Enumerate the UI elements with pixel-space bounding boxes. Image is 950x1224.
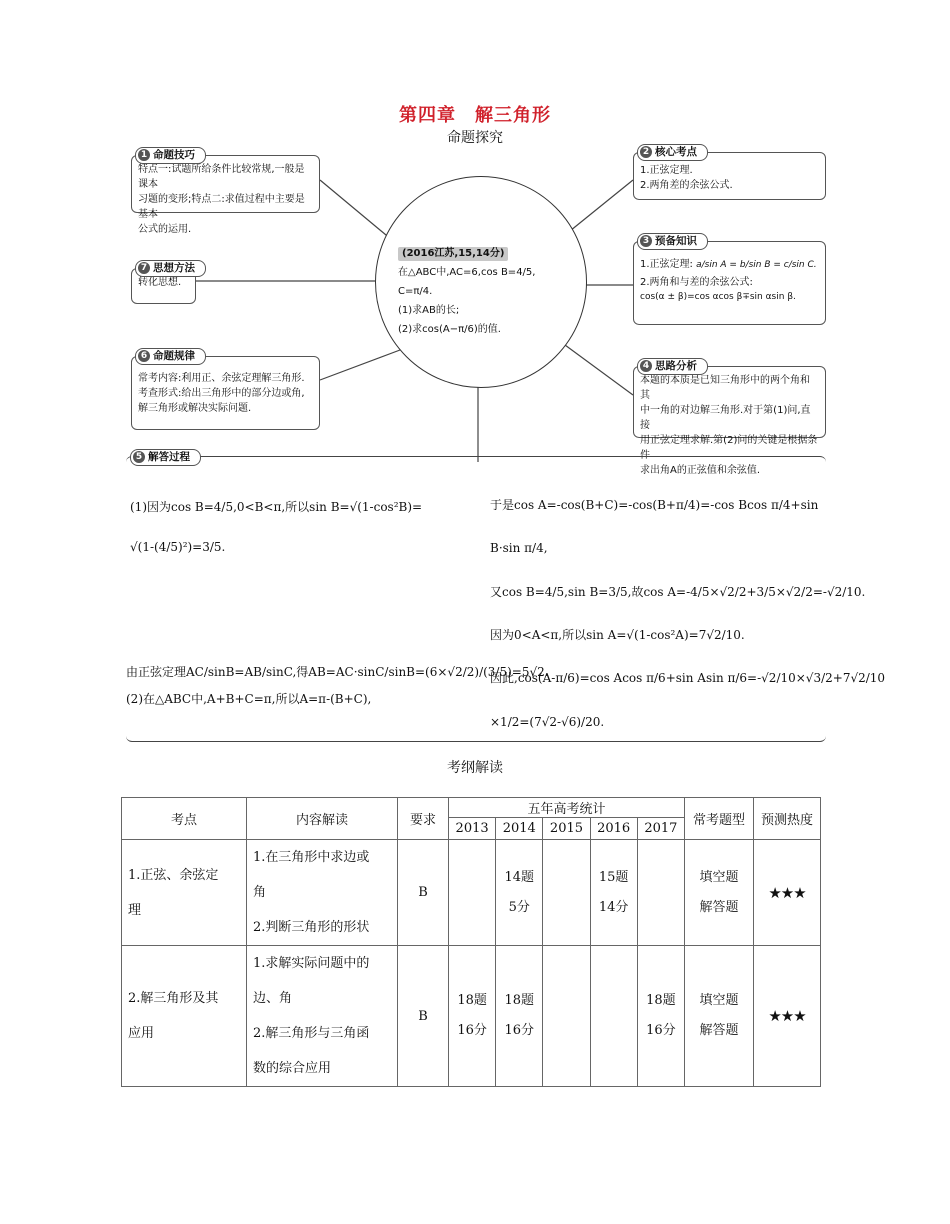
box-line: 2.两角和与差的余弦公式: xyxy=(640,277,753,288)
box-tab-jieda: 5 解答过程 xyxy=(130,449,201,466)
solution-right-line-2: B·sin π/4, xyxy=(490,541,548,555)
problem-source: (2016江苏,15,14分) xyxy=(398,247,508,261)
section-title-kaogang: 考纲解读 xyxy=(447,760,503,776)
box-line: 考查形式:给出三角形中的部分边或角, xyxy=(138,388,305,399)
box-line: 转化思想. xyxy=(138,277,182,288)
header-year: 2014 xyxy=(496,818,543,840)
number-badge-icon: 4 xyxy=(640,360,652,372)
header-year: 2016 xyxy=(590,818,637,840)
box-tab: 2 核心考点 xyxy=(637,144,708,161)
syllabus-table xyxy=(121,797,821,1087)
number-badge-icon: 5 xyxy=(133,451,145,463)
box-line: 解三角形或解决实际问题. xyxy=(138,403,252,414)
header-neirong: 内容解读 xyxy=(247,798,398,840)
box-line: 1.正弦定理: xyxy=(640,259,693,270)
problem-line: (2)求cos(A−π/6)的值. xyxy=(398,324,501,335)
chapter-title: 第四章 解三角形 xyxy=(399,105,551,126)
box-tab: 3 预备知识 xyxy=(637,233,708,250)
header-kaodian: 考点 xyxy=(122,798,247,840)
header-changkao: 常考题型 xyxy=(685,798,754,840)
box-line: 常考内容:利用正、余弦定理解三角形. xyxy=(138,373,305,384)
header-yaoqiu: 要求 xyxy=(398,798,449,840)
heat-stars: ★★★ xyxy=(754,840,821,946)
box-line: 习题的变形;特点二:求值过程中主要是基本 xyxy=(138,194,305,220)
box-sixiang-fangfa xyxy=(131,262,196,304)
solution-left-line-3: 由正弦定理AC/sinB=AB/sinC,得AB=AC·sinC/sinB=(6×√2/2)/(3/5)=5√2. xyxy=(126,665,549,679)
problem-line: 在△ABC中,AC=6,cos B=4/5, xyxy=(398,267,536,278)
header-yuce: 预测热度 xyxy=(754,798,821,840)
problem-line: (1)求AB的长; xyxy=(398,305,460,316)
solution-left-line-1: (1)因为cos B=4/5,0<B<π,所以sin B=√(1-cos²B)= xyxy=(130,500,423,514)
box-mingti-jiqiao xyxy=(131,149,320,235)
box-tab: 1 命题技巧 xyxy=(135,147,206,164)
number-badge-icon: 3 xyxy=(640,235,652,247)
box-line: 中一角的对边解三角形.对于第(1)问,直接 xyxy=(640,405,811,431)
box-line: 公式的运用. xyxy=(138,224,192,235)
problem-statement xyxy=(398,244,568,339)
header-year: 2015 xyxy=(543,818,590,840)
header-year: 2013 xyxy=(449,818,496,840)
solution-right-line-6: ×1/2=(7√2-√6)/20. xyxy=(490,715,605,729)
box-line: 特点一:试题所给条件比较常规,一般是课本 xyxy=(138,164,305,190)
box-tab: 6 命题规律 xyxy=(135,348,206,365)
box-line: 用正弦定理求解.第(2)问的关键是根据条件 xyxy=(640,435,818,461)
problem-line: C=π/4. xyxy=(398,286,433,297)
sine-law-formula: a/sin A = b/sin B = c/sin C. xyxy=(696,260,817,270)
header-year: 2017 xyxy=(637,818,684,840)
box-line: 1.正弦定理. xyxy=(640,165,693,176)
section-title-mingti: 命题探究 xyxy=(447,130,503,146)
box-mingti-guilv xyxy=(131,350,320,430)
solution-right-line-5: 因此,cos(A-π/6)=cos Acos π/6+sin Asin π/6=-√2/10×√3/2+7√2/10 xyxy=(490,671,886,685)
number-badge-icon: 1 xyxy=(138,149,150,161)
number-badge-icon: 6 xyxy=(138,350,150,362)
box-line: 2.两角差的余弦公式. xyxy=(640,180,733,191)
table-row: 1.正弦、余弦定 理 1.在三角形中求边或 角 2.判断三角形的形状 B 14题 5分 15题 14分 填空题 解答题 ★★★ xyxy=(122,840,821,946)
solution-left-line-2: √(1-(4/5)²)=3/5. xyxy=(130,540,226,554)
solution-right-line-1: 于是cos A=-cos(B+C)=-cos(B+π/4)=-cos Bcos π/4+sin xyxy=(490,498,819,512)
number-badge-icon: 2 xyxy=(640,146,652,158)
box-hexin-kaodian xyxy=(633,146,826,200)
box-line: 求出角A的正弦值和余弦值. xyxy=(640,465,761,476)
box-tab: 7 思想方法 xyxy=(135,260,206,277)
number-badge-icon: 7 xyxy=(138,262,150,274)
solution-right-line-3: 又cos B=4/5,sin B=3/5,故cos A=-4/5×√2/2+3/5×√2/2=-√2/10. xyxy=(490,585,866,599)
header-stats: 五年高考统计 xyxy=(449,798,685,818)
box-silu-fenxi xyxy=(633,360,826,476)
table-row: 2.解三角形及其 应用 1.求解实际问题中的 边、角 2.解三角形与三角函 数的综合应用 B 18题 16分 18题 16分 18题 16分 填空题 解答题 ★★★ xyxy=(122,946,821,1087)
box-tab: 4 思路分析 xyxy=(637,358,708,375)
box-yubei-zhishi xyxy=(633,235,826,325)
box-line: cos(α ± β)=cos αcos β∓sin αsin β. xyxy=(640,292,796,302)
solution-left-line-4: (2)在△ABC中,A+B+C=π,所以A=π-(B+C), xyxy=(126,692,372,706)
box-line: 本题的本质是已知三角形中的两个角和其 xyxy=(640,375,810,401)
heat-stars: ★★★ xyxy=(754,946,821,1087)
solution-right-line-4: 因为0<A<π,所以sin A=√(1-cos²A)=7√2/10. xyxy=(490,628,745,642)
